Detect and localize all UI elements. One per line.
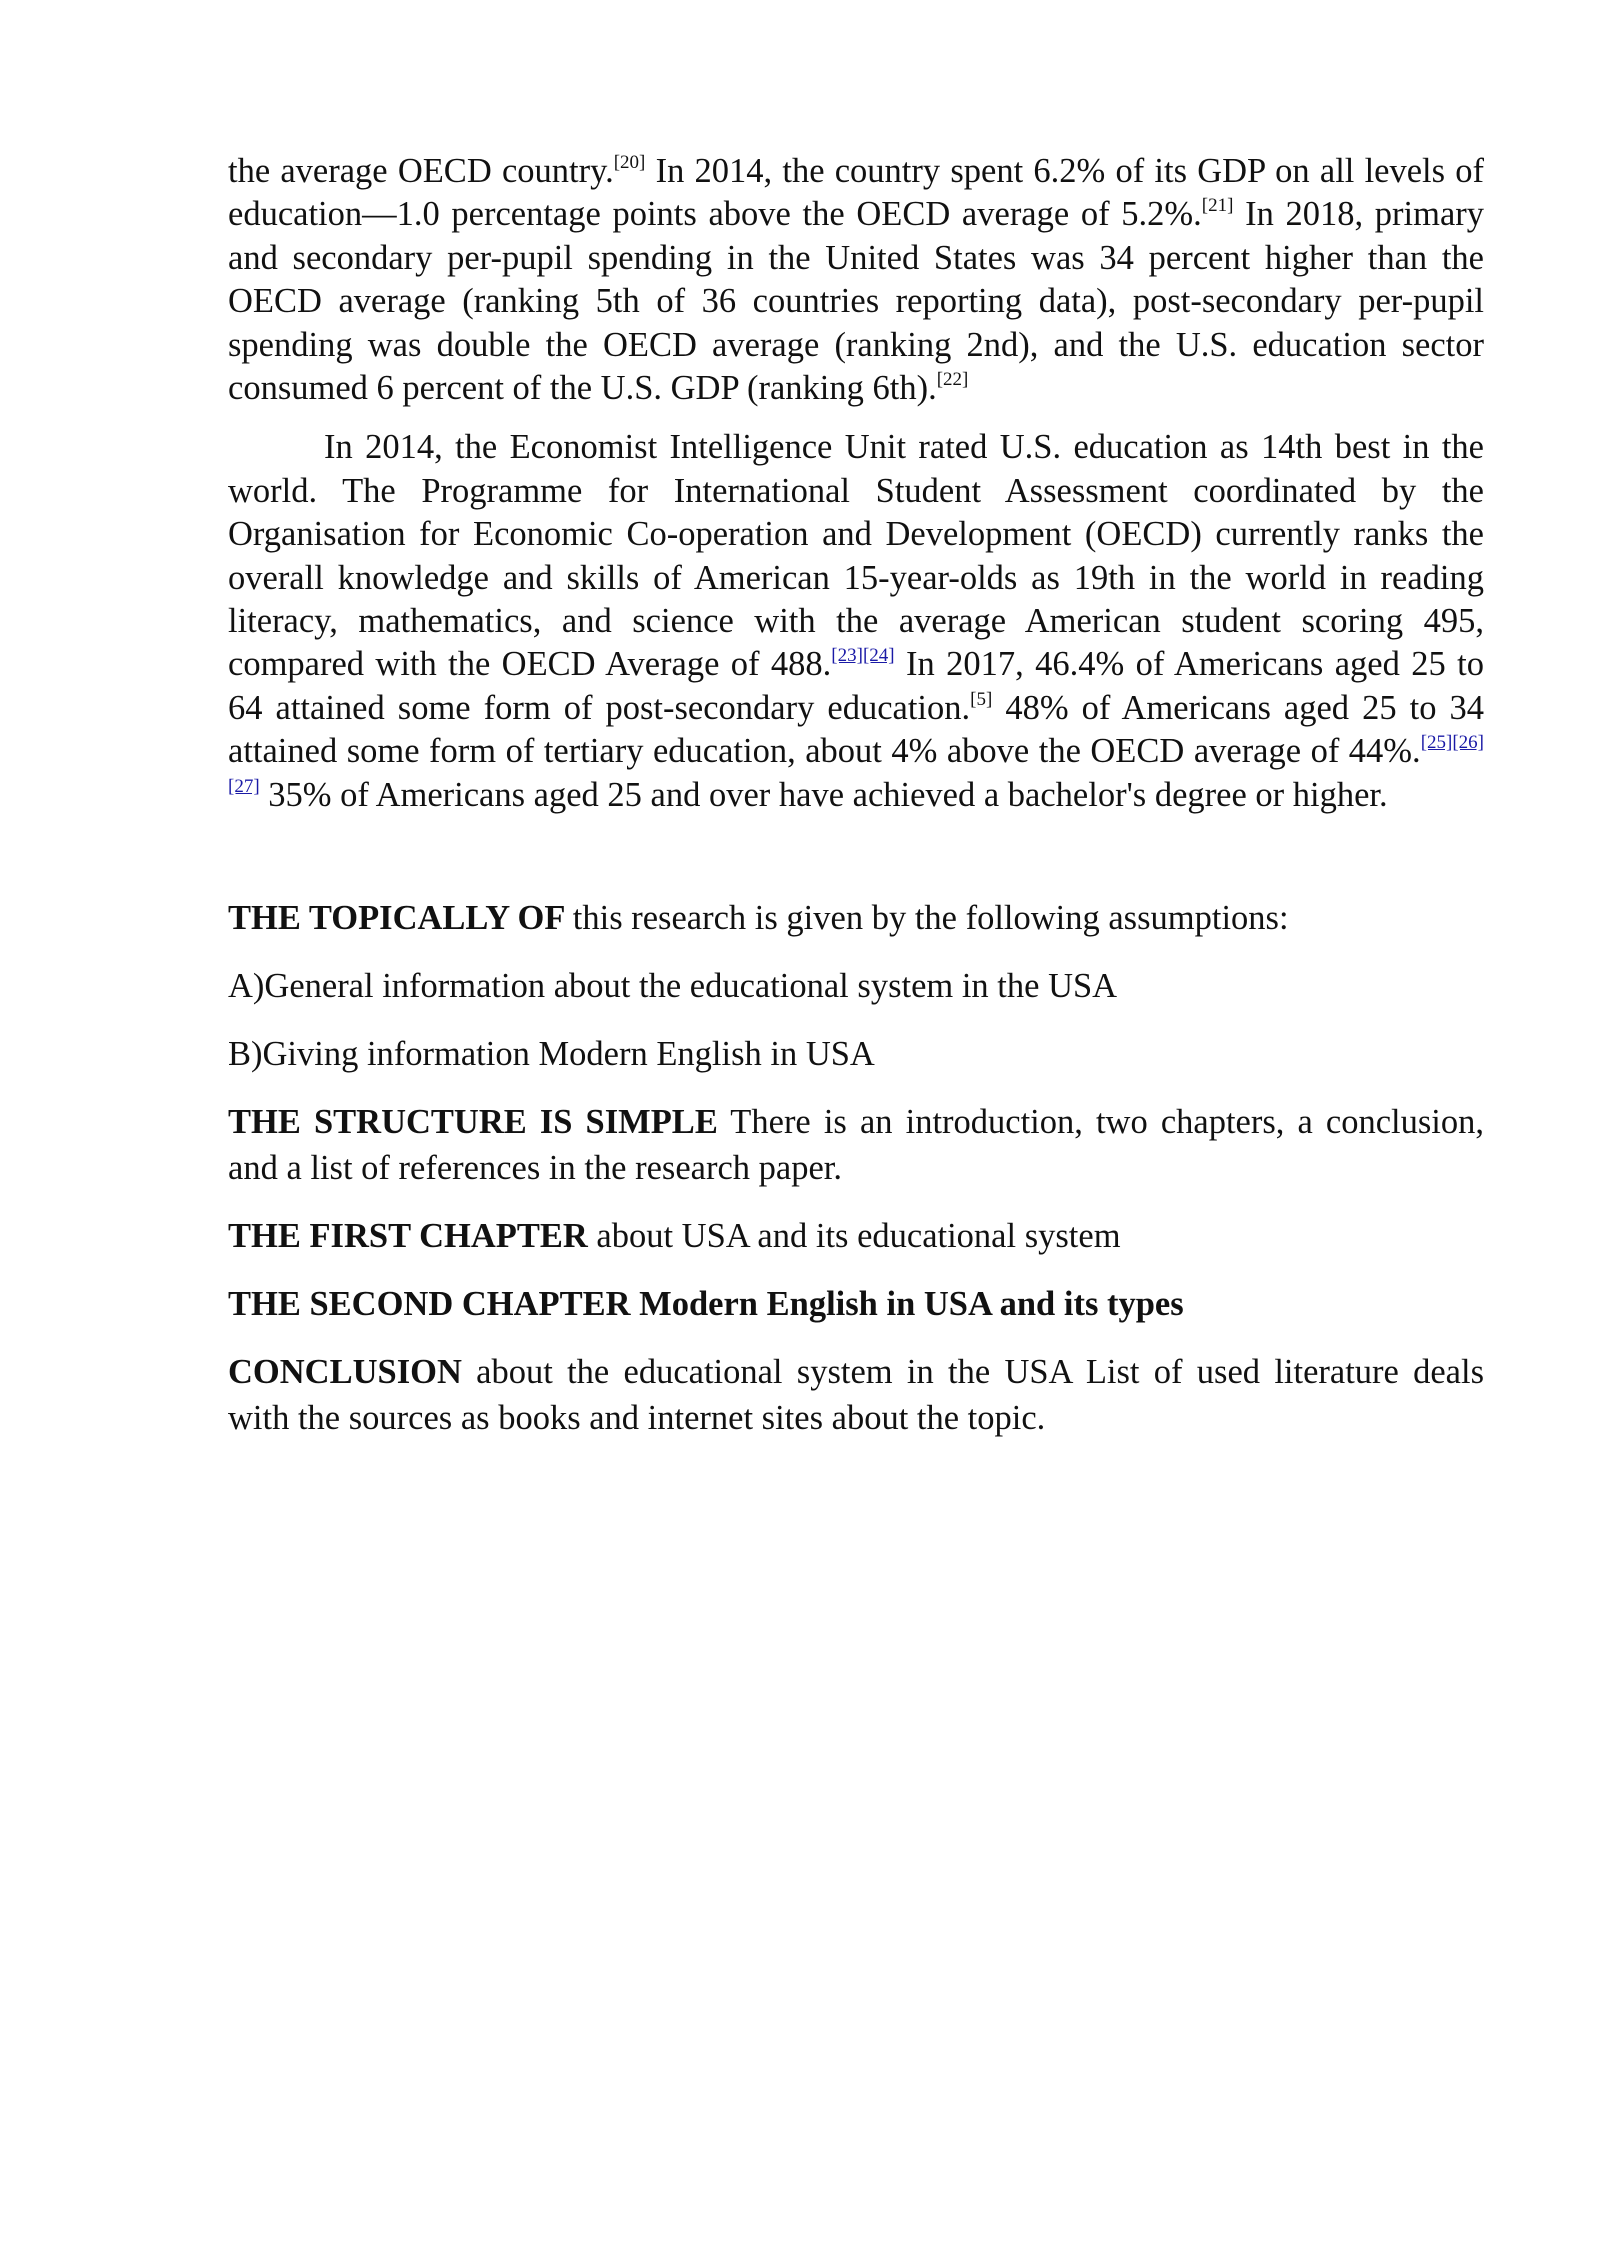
topically-line (228, 895, 1484, 941)
citation-21: [21] (1201, 195, 1234, 217)
paragraph-text: In 2014, the country spent 6.2% of its GDP on all levels of education—1.0 percentage points above the OECD average of 5.2%. (228, 152, 1484, 234)
paragraph-oecd-spending (228, 150, 1484, 410)
paragraph-text: 48% of Americans aged 25 to 34 attained some form of tertiary education, about 4% above the OECD average of 44%. (228, 688, 1484, 771)
paragraph-education-ranking (228, 426, 1484, 817)
assumption-a: A)General information about the educational system in the USA (228, 967, 1118, 1006)
first-chapter-text: about USA and its educational system (587, 1217, 1121, 1256)
second-chapter-line (228, 1281, 1484, 1327)
structure-text: There is an introduction, two chapters, a conclusion, and a list of references in the research paper. (228, 1103, 1484, 1188)
first-chapter-line (228, 1213, 1484, 1259)
structure-heading: THE STRUCTURE IS SIMPLE (228, 1103, 718, 1142)
topically-heading: THE TOPICALLY OF (228, 899, 573, 938)
first-chapter-heading: THE FIRST CHAPTER (228, 1217, 588, 1256)
paragraph-text: In 2014, the Economist Intelligence Unit rated U.S. education as 14th best in the world. The Programme for International Student Assessment coordinated by the Organisation for Economic Co-operation and Development (OECD) currently ranks the overall knowledge and skills of American 15-year-olds as 19th in the world in reading literacy, mathematics, and science with the average American student scoring 495, compared with the OECD Average of 488. (228, 428, 1484, 684)
citation-20: [20] (613, 152, 646, 173)
structure-line (228, 1099, 1484, 1191)
paragraph-text: In 2018, primary and secondary per-pupil spending in the United States was 34 percent higher than the OECD average (ranking 5th of 36 countries reporting data), post-secondary per-pupil spending was double the OECD average (ranking 2nd), and the U.S. education sector consumed 6 percent of the U.S. GDP (ranking 6th). (228, 195, 1484, 408)
conclusion-line (228, 1349, 1484, 1441)
assumption-b: B)Giving information Modern English in USA (228, 1035, 875, 1074)
conclusion-text: about the educational system in the USA List of used literature deals with the sources as books and internet sites about the topic. (228, 1353, 1484, 1438)
citation-link-23-24[interactable]: [23][24] (831, 645, 895, 667)
citation-link-25-26-27[interactable]: [25][26][27] (228, 732, 1484, 797)
second-chapter-heading: THE SECOND CHAPTER Modern English in USA and its types (228, 1285, 1184, 1324)
topically-text: this research is given by the following assumptions: (572, 899, 1289, 938)
conclusion-heading: CONCLUSION (228, 1353, 462, 1392)
paragraph-text: the average OECD country. (228, 152, 614, 190)
paragraph-text: 35% of Americans aged 25 and over have achieved a bachelor's degree or higher. (259, 775, 1388, 814)
blank-line (228, 817, 1484, 895)
citation-5: [5] (970, 688, 993, 710)
document-page (228, 150, 1484, 1463)
paragraph-text: In 2017, 46.4% of Americans aged 25 to 64 attained some form of post-secondary education. (228, 645, 1484, 727)
citation-22: [22] (936, 369, 969, 391)
